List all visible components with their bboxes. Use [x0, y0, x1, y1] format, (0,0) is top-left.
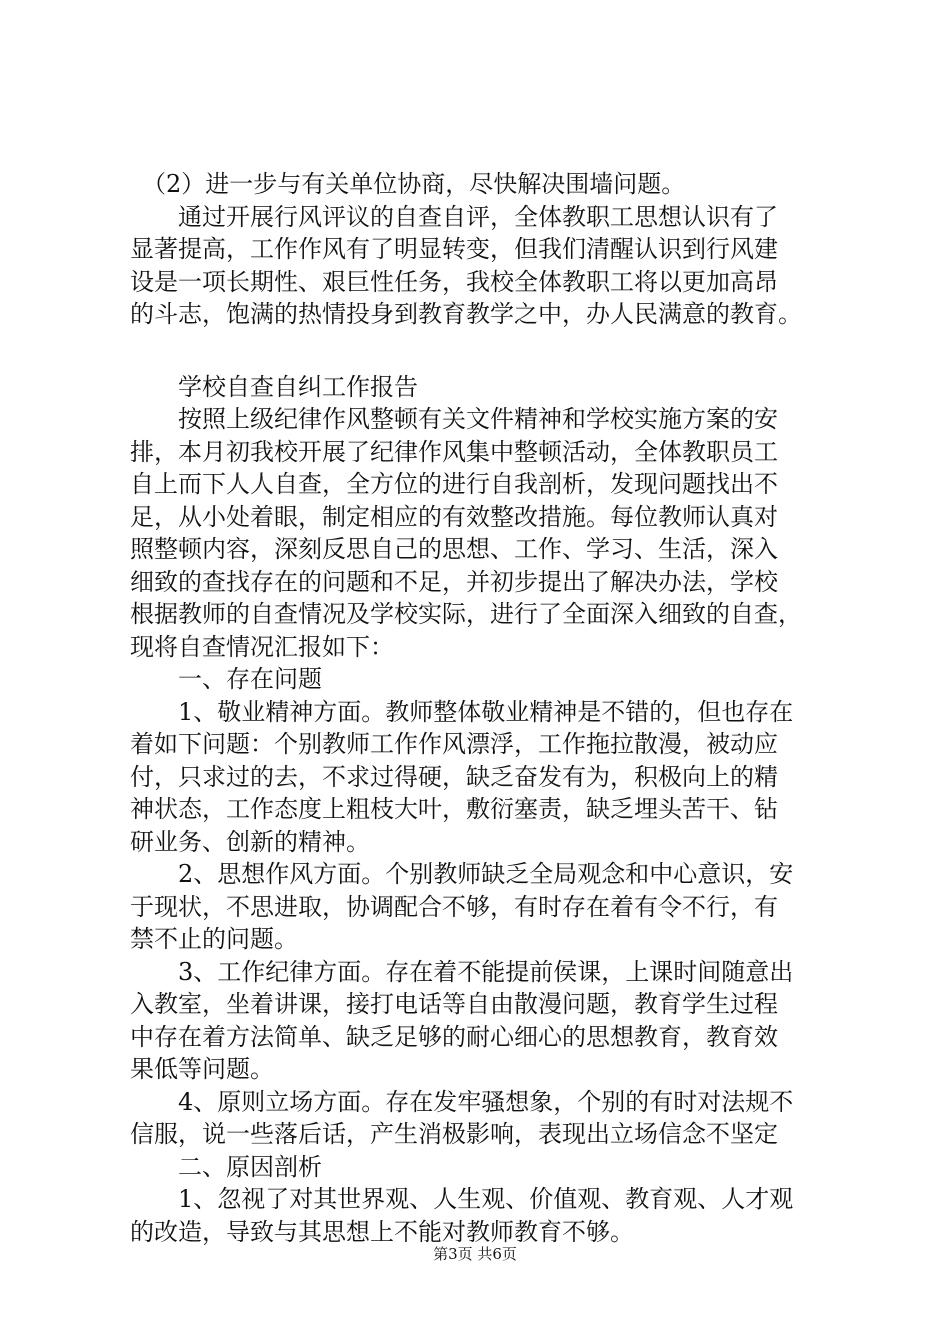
text-line: 果低等问题。 [130, 1055, 274, 1083]
text-line: 神状态，工作态度上粗枝大叶，敷衍塞责，缺乏埋头苦干、钻 [130, 795, 778, 823]
text-line: 照整顿内容，深刻反思自己的思想、工作、学习、生活，深入 [130, 535, 778, 563]
text-line: 自上而下人人自查，全方位的进行自我剖析，发现问题找出不 [130, 470, 778, 498]
page-number-footer: 第3页 共6页 [433, 1245, 517, 1263]
text-line: 的改造，导致与其思想上不能对教师教育不够。 [130, 1217, 634, 1246]
text-line: （2）进一步与有关单位协商，尽快解决围墙问题。 [130, 170, 686, 198]
text-line: 禁不止的问题。 [130, 925, 298, 953]
text-line: 排，本月初我校开展了纪律作风集中整顿活动，全体教职员工 [130, 437, 778, 466]
text-line: 于现状，不思进取，协调配合不够，有时存在着有令不行，有 [130, 892, 778, 921]
text-line: 1、敬业精神方面。教师整体敬业精神是不错的，但也存在 [130, 697, 794, 726]
text-line: 按照上级纪律作风整顿有关文件精神和学校实施方案的安 [130, 405, 778, 433]
text-line: 的斗志，饱满的热情投身到教育教学之中，办人民满意的教育。 [130, 300, 802, 328]
text-line: 付，只求过的去，不求过得硬，缺乏奋发有为，积极向上的精 [130, 762, 778, 791]
text-line: 入教室，坐着讲课，接打电话等自由散漫问题，教育学生过程 [130, 990, 778, 1018]
text-line: 3、工作纪律方面。存在着不能提前侯课，上课时间随意出 [130, 957, 794, 986]
text-line: 2、思想作风方面。个别教师缺乏全局观念和中心意识，安 [130, 860, 794, 888]
text-line: 信服，说一些落后话，产生消极影响，表现出立场信念不坚定 [130, 1120, 778, 1148]
text-line: 着如下问题：个别教师工作作风漂浮，工作拖拉散漫，被动应 [130, 730, 778, 758]
paragraph-gap [130, 331, 842, 371]
report-title: 学校自查自纠工作报告 [130, 372, 418, 401]
text-line: 中存在着方法简单、缺乏足够的耐心细心的思想教育，教育效 [130, 1022, 778, 1051]
text-line: 现将自查情况汇报如下： [130, 632, 394, 661]
text-line: 细致的查找存在的问题和不足，并初步提出了解决办法，学校 [130, 567, 778, 596]
text-line: 1、忽视了对其世界观、人生观、价值观、教育观、人才观 [130, 1185, 794, 1213]
section-heading: 一、存在问题 [130, 665, 322, 693]
document-body [130, 168, 842, 1248]
text-line: 通过开展行风评议的自查自评，全体教职工思想认识有了 [130, 202, 778, 231]
text-line: 足，从小处着眼，制定相应的有效整改措施。每位教师认真对 [130, 502, 778, 531]
text-line: 研业务、创新的精神。 [130, 827, 370, 856]
section-heading: 二、原因剖析 [130, 1152, 322, 1181]
text-line: 设是一项长期性、艰巨性任务，我校全体教职工将以更加高昂 [130, 267, 778, 296]
text-line: 4、原则立场方面。存在发牢骚想象，个别的有时对法规不 [130, 1087, 794, 1116]
text-line: 显著提高，工作作风有了明显转变，但我们清醒认识到行风建 [130, 235, 778, 263]
text-line: 根据教师的自查情况及学校实际，进行了全面深入细致的自查， [130, 600, 802, 628]
